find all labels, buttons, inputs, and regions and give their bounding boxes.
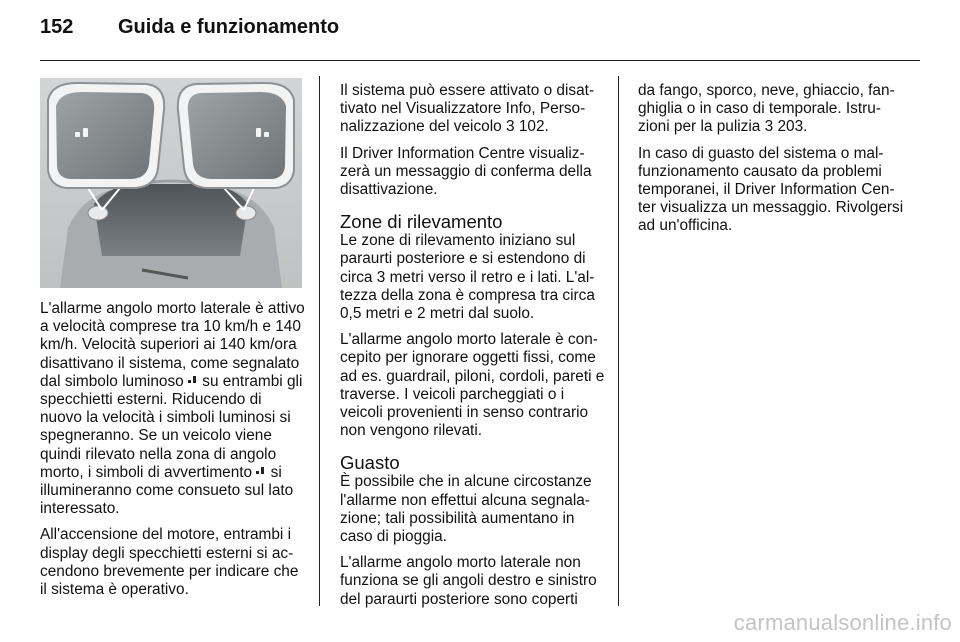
- paragraph: Il Driver Information Centre visualizzerà un messaggio di conferma della disattivazione.: [340, 144, 592, 199]
- text-column-2: [340, 82, 606, 617]
- page-reference-link[interactable]: 3 102.: [505, 118, 549, 136]
- paragraph: L'allarme angolo morto laterale è concepito per ignorare oggetti fissi, come ad es. guardrail, piloni, cordoli, pareti e traverse. I veicoli parcheggiati o i veicoli provenienti in senso contrario non vengono rilevati.: [340, 331, 605, 440]
- car-mirrors-svg: [40, 78, 302, 288]
- page-reference-link[interactable]: 3 203.: [764, 118, 808, 136]
- text-run: L'allarme angolo morto laterale è attivo a velocità comprese tra 10 km/h e 140 km/h. Velocità superiori ai 140 km/ora disattivano il sistema, come segnalato dal simbolo luminoso: [40, 300, 305, 390]
- column-divider-1: [319, 76, 320, 606]
- text-run: si illumineranno come consueto sul lato interessato.: [40, 463, 294, 518]
- watermark: carmanualsonline.info: [733, 610, 952, 635]
- text-run: su entrambi gli specchietti esterni. Riducendo di nuovo la velocità i simboli luminosi si spegneranno. Se un veicolo viene quindi rilevato nella zona di angolo morto, i simboli di avvertimento: [40, 372, 303, 481]
- paragraph: All'accensione del motore, entrambi i display degli specchietti esterni si accendono brevemente per indicare che il sistema è operativo.: [40, 526, 299, 599]
- paragraph: [340, 82, 606, 137]
- paragraph: In caso di guasto del sistema o malfunzionamento causato da problemi temporanei, il Driver Information Center visualizza un messaggio. Rivolgersi ad un'officina.: [638, 144, 904, 235]
- section-heading: Zone di rilevamento: [340, 211, 503, 233]
- column-divider-2: [618, 76, 619, 606]
- text-run: da fango, sporco, neve, ghiaccio, fanghiglia o in caso di temporale. Istruzioni per la pulizia: [638, 82, 895, 136]
- blind-spot-warning-icon: [188, 375, 198, 385]
- header-rule: [40, 60, 920, 61]
- paragraph: [40, 300, 306, 518]
- text-column-1: [40, 300, 306, 607]
- section-heading: Guasto: [340, 452, 400, 474]
- blind-spot-mirror-illustration: [40, 78, 302, 288]
- page-number: 152: [40, 16, 74, 38]
- paragraph: [638, 82, 904, 137]
- text-run: Il sistema può essere attivato o disattivato nel Visualizzatore Info, Personalizzazione del veicolo: [340, 82, 595, 136]
- text-column-3: [638, 82, 904, 244]
- paragraph: L'allarme angolo morto laterale non funziona se gli angoli destro e sinistro del paraurti posteriore sono coperti: [340, 554, 597, 608]
- chapter-title: Guida e funzionamento: [118, 16, 340, 38]
- blind-spot-warning-icon: [256, 466, 266, 476]
- page-header: [40, 16, 920, 46]
- paragraph: È possibile che in alcune circostanze l'allarme non effettui alcuna segnalazione; tali possibilità aumentano in caso di pioggia.: [340, 473, 592, 546]
- paragraph: Le zone di rilevamento iniziano sul paraurti posteriore e si estendono di circa 3 metri verso il retro e i lati. L'altezza della zona è compresa tra circa 0,5 metri e 2 metri dal suolo.: [340, 232, 595, 323]
